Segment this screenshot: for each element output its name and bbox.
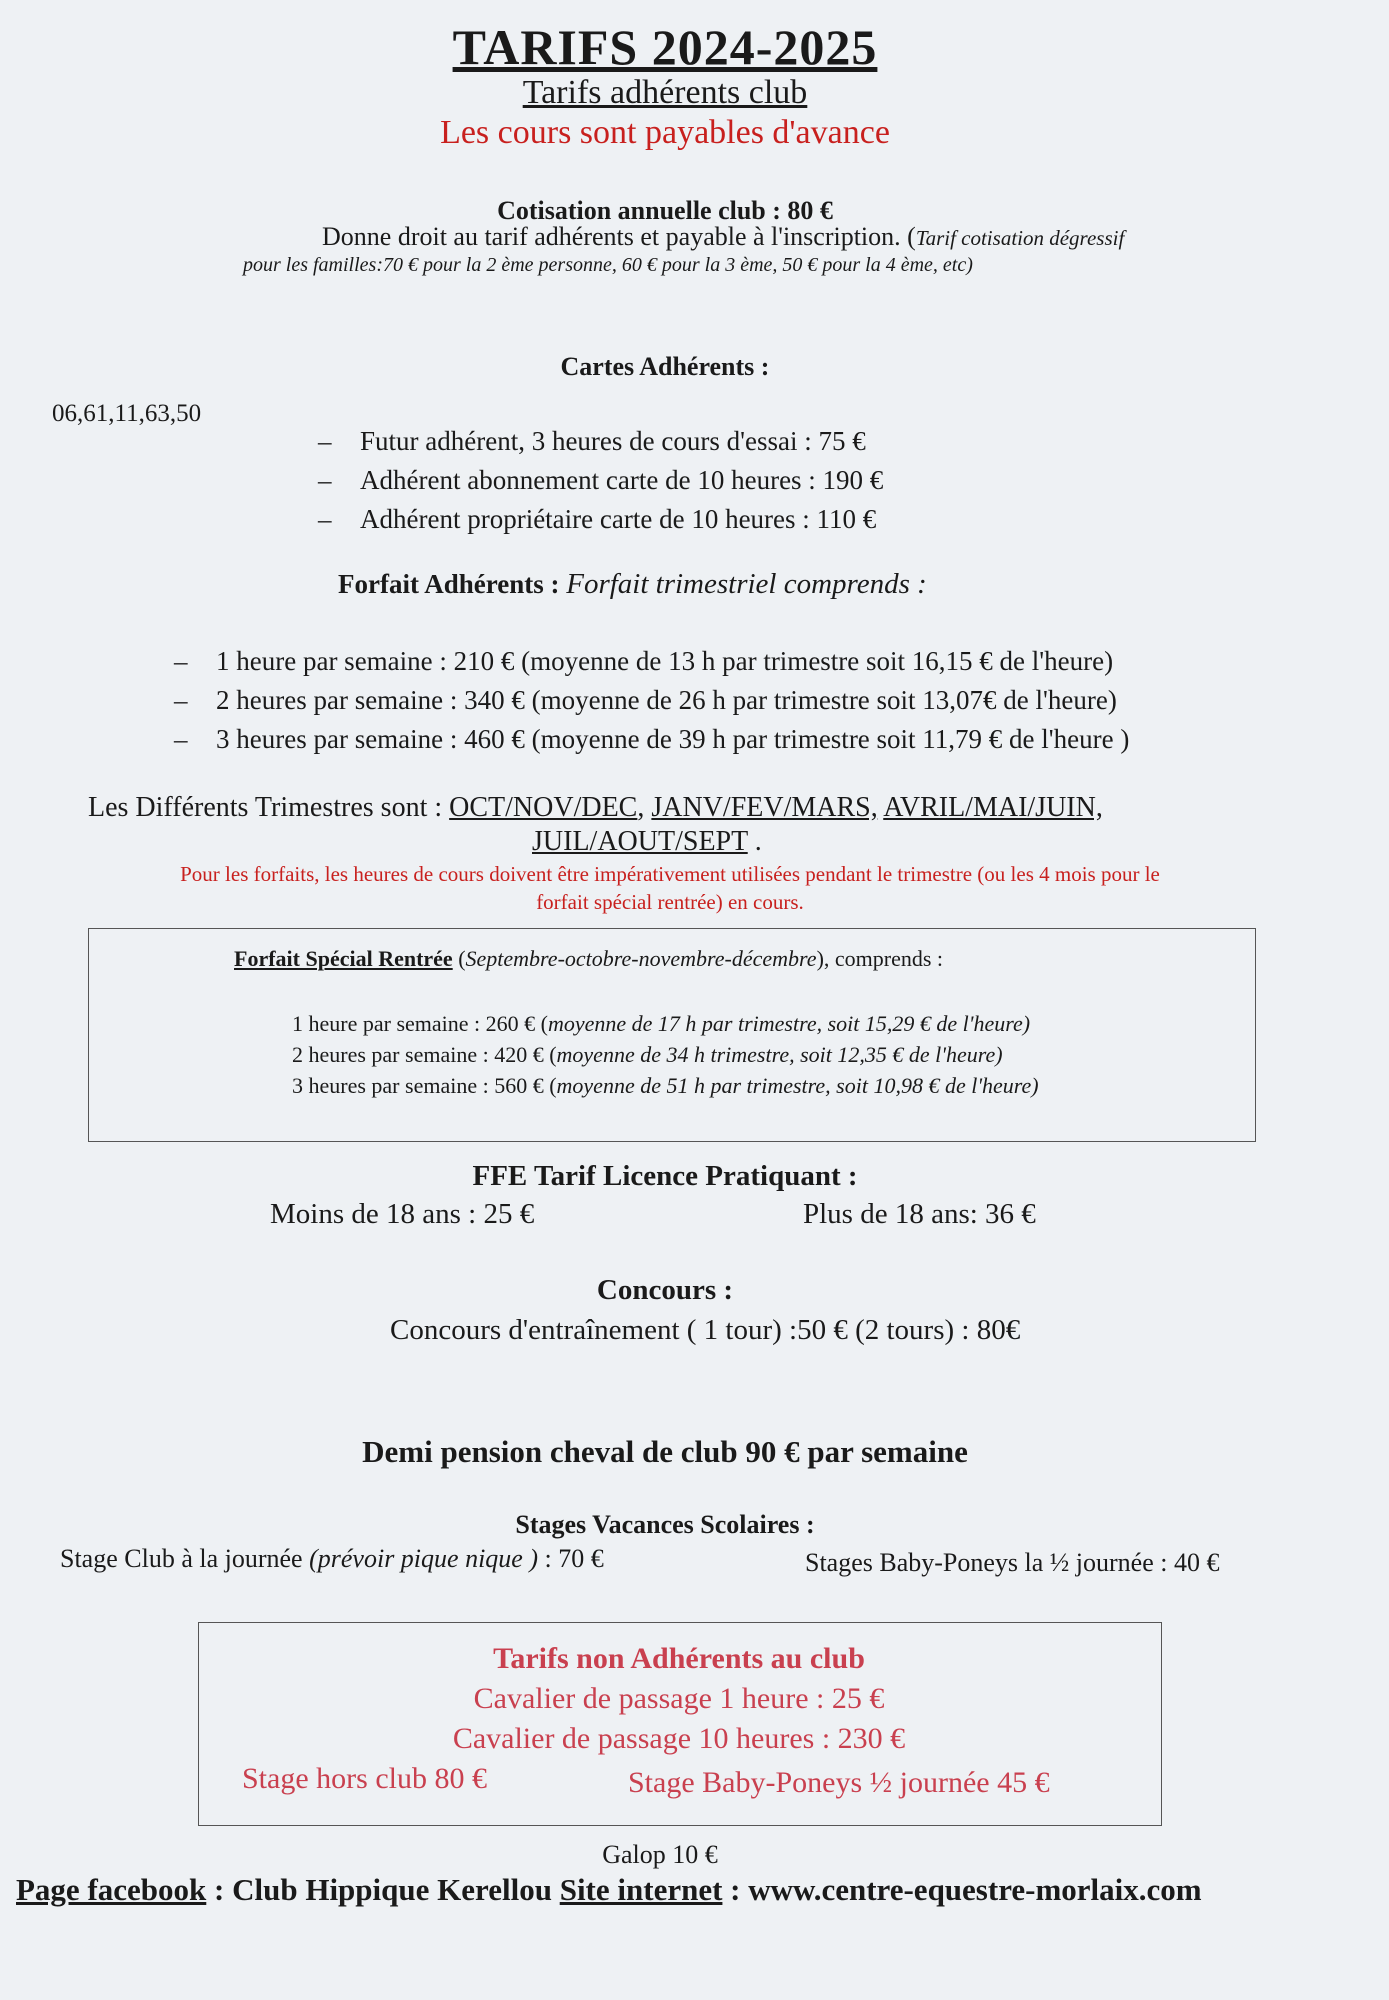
website-url[interactable]: : www.centre-equestre-morlaix.com [722, 1872, 1202, 1907]
forfait-list [174, 642, 1129, 759]
rentree-open: ( [452, 946, 466, 971]
non-adherents-heading: Tarifs non Adhérents au club [493, 1642, 865, 1675]
forfait-warning-1: Pour les forfaits, les heures de cours doivent être impérativement utilisées pendant le trimestre (ou les 4 mois pour le [180, 862, 1160, 886]
dash-6: – [174, 724, 188, 754]
forfait-heading [338, 568, 927, 601]
stage-club-b: (prévoir pique nique ) [309, 1544, 538, 1573]
rentree-detail: moyenne de 34 h trimestre, soit 12,35 € de l'heure) [556, 1042, 1003, 1067]
trimestres-line-2 [532, 826, 762, 858]
non-adherents-line-1: Cavalier de passage 1 heure : 25 € [473, 1682, 885, 1715]
cotisation-heading: Cotisation annuelle club : 80 € [497, 196, 833, 225]
list-item [318, 461, 883, 500]
rentree-base: 1 heure par semaine : 260 € ( [292, 1011, 548, 1036]
trimestre-3: AVRIL/MAI/JUIN, [883, 792, 1103, 823]
rentree-heading [234, 946, 943, 972]
dash-1: – [318, 426, 332, 456]
website-label[interactable]: Site internet [559, 1872, 723, 1907]
stage-baby-non-adherent: Stage Baby-Poneys ½ journée 45 € [628, 1766, 1050, 1799]
stage-baby: Stages Baby-Poneys la ½ journée : 40 € [805, 1548, 1220, 1577]
list-item-text: 2 heures par semaine : 340 € (moyenne de 26 h par trimestre soit 13,07€ de l'heure) [216, 685, 1117, 715]
galop-price: Galop 10 € [602, 1840, 718, 1869]
list-item-text: 1 heure par semaine : 210 € (moyenne de 13 h par trimestre soit 16,15 € de l'heure) [216, 646, 1114, 676]
list-item [174, 720, 1129, 759]
dash-2: – [318, 465, 332, 495]
dash-3: – [318, 504, 332, 534]
cartes-list [318, 422, 883, 539]
rentree-detail: moyenne de 51 h par trimestre, soit 10,98 € de l'heure) [556, 1073, 1039, 1098]
trimestres-intro: Les Différents Trimestres sont : [88, 792, 443, 823]
list-item [174, 681, 1129, 720]
phone-number: 06,61,11,63,50 [52, 400, 202, 427]
cartes-heading: Cartes Adhérents : [560, 352, 770, 381]
trimestre-1: OCT/NOV/DEC [449, 792, 638, 823]
trimestre-sep: , [637, 792, 645, 823]
list-item [318, 422, 883, 461]
stage-club-a: Stage Club à la journée [60, 1544, 310, 1573]
forfait-warning-2: forfait spécial rentrée) en cours. [536, 890, 804, 914]
list-item [174, 642, 1129, 681]
rentree-base: 3 heures par semaine : 560 € ( [292, 1073, 557, 1098]
rentree-suffix: ), comprends : [816, 946, 944, 971]
trimestre-2: JANV/FEV/MARS, [651, 792, 878, 823]
trimestre-4: JUIL/AOUT/SEPT [532, 826, 748, 857]
rentree-list [292, 1008, 1039, 1101]
list-item [292, 1039, 1039, 1070]
stage-club [60, 1544, 604, 1574]
demi-pension: Demi pension cheval de club 90 € par semaine [362, 1434, 968, 1469]
page-subtitle: Tarifs adhérents club [522, 74, 808, 111]
footer-links [16, 1872, 1202, 1908]
licence-heading: FFE Tarif Licence Pratiquant : [472, 1160, 858, 1192]
forfait-heading-bold: Forfait Adhérents : [338, 569, 560, 599]
stages-heading: Stages Vacances Scolaires : [515, 1510, 815, 1539]
cotisation-note-a: Tarif cotisation dégressif [915, 226, 1125, 250]
rentree-detail: moyenne de 17 h par trimestre, soit 15,29 € de l'heure) [547, 1011, 1031, 1036]
list-item-text: Futur adhérent, 3 heures de cours d'essai : 75 € [360, 426, 866, 456]
list-item-text: 3 heures par semaine : 460 € (moyenne de 39 h par trimestre soit 11,79 € de l'heure ) [216, 724, 1130, 754]
payment-notice: Les cours sont payables d'avance [440, 114, 890, 151]
dash-5: – [174, 685, 188, 715]
dash-4: – [174, 646, 188, 676]
page-title: TARIFS 2024-2025 [452, 19, 878, 75]
cotisation-main: Donne droit au tarif adhérents et payable à l'inscription. ( [322, 222, 916, 251]
cotisation-note: pour les familles:70 € pour la 2 ème personne, 60 € pour la 3 ème, 50 € pour la 4 ème, etc) [243, 254, 973, 276]
licence-over18: Plus de 18 ans: 36 € [803, 1198, 1036, 1230]
facebook-link[interactable]: Page facebook [16, 1872, 207, 1907]
list-item [318, 500, 883, 539]
non-adherents-line-2: Cavalier de passage 10 heures : 230 € [452, 1722, 906, 1755]
rentree-title: Forfait Spécial Rentrée [234, 946, 453, 971]
concours-heading: Concours : [596, 1274, 734, 1306]
trimestres-line-1 [88, 792, 1103, 824]
cotisation-text [322, 222, 1124, 252]
list-item-text: Adhérent propriétaire carte de 10 heures : 110 € [360, 504, 877, 534]
rentree-base: 2 heures par semaine : 420 € ( [292, 1042, 557, 1067]
list-item [292, 1070, 1039, 1101]
rentree-months: Septembre-octobre-novembre-décembre [465, 946, 817, 971]
trimestre-end: . [754, 826, 762, 857]
stage-hors-club: Stage hors club 80 € [242, 1762, 487, 1795]
licence-under18: Moins de 18 ans : 25 € [270, 1198, 535, 1230]
list-item-text: Adhérent abonnement carte de 10 heures : 190 € [360, 465, 884, 495]
concours-text: Concours d'entraînement ( 1 tour) :50 € (2 tours) : 80€ [390, 1314, 1021, 1346]
facebook-text: : Club Hippique Kerellou [206, 1872, 560, 1907]
forfait-heading-italic: Forfait trimestriel comprends : [566, 568, 927, 600]
stage-club-c: : 70 € [538, 1544, 604, 1573]
list-item [292, 1008, 1039, 1039]
